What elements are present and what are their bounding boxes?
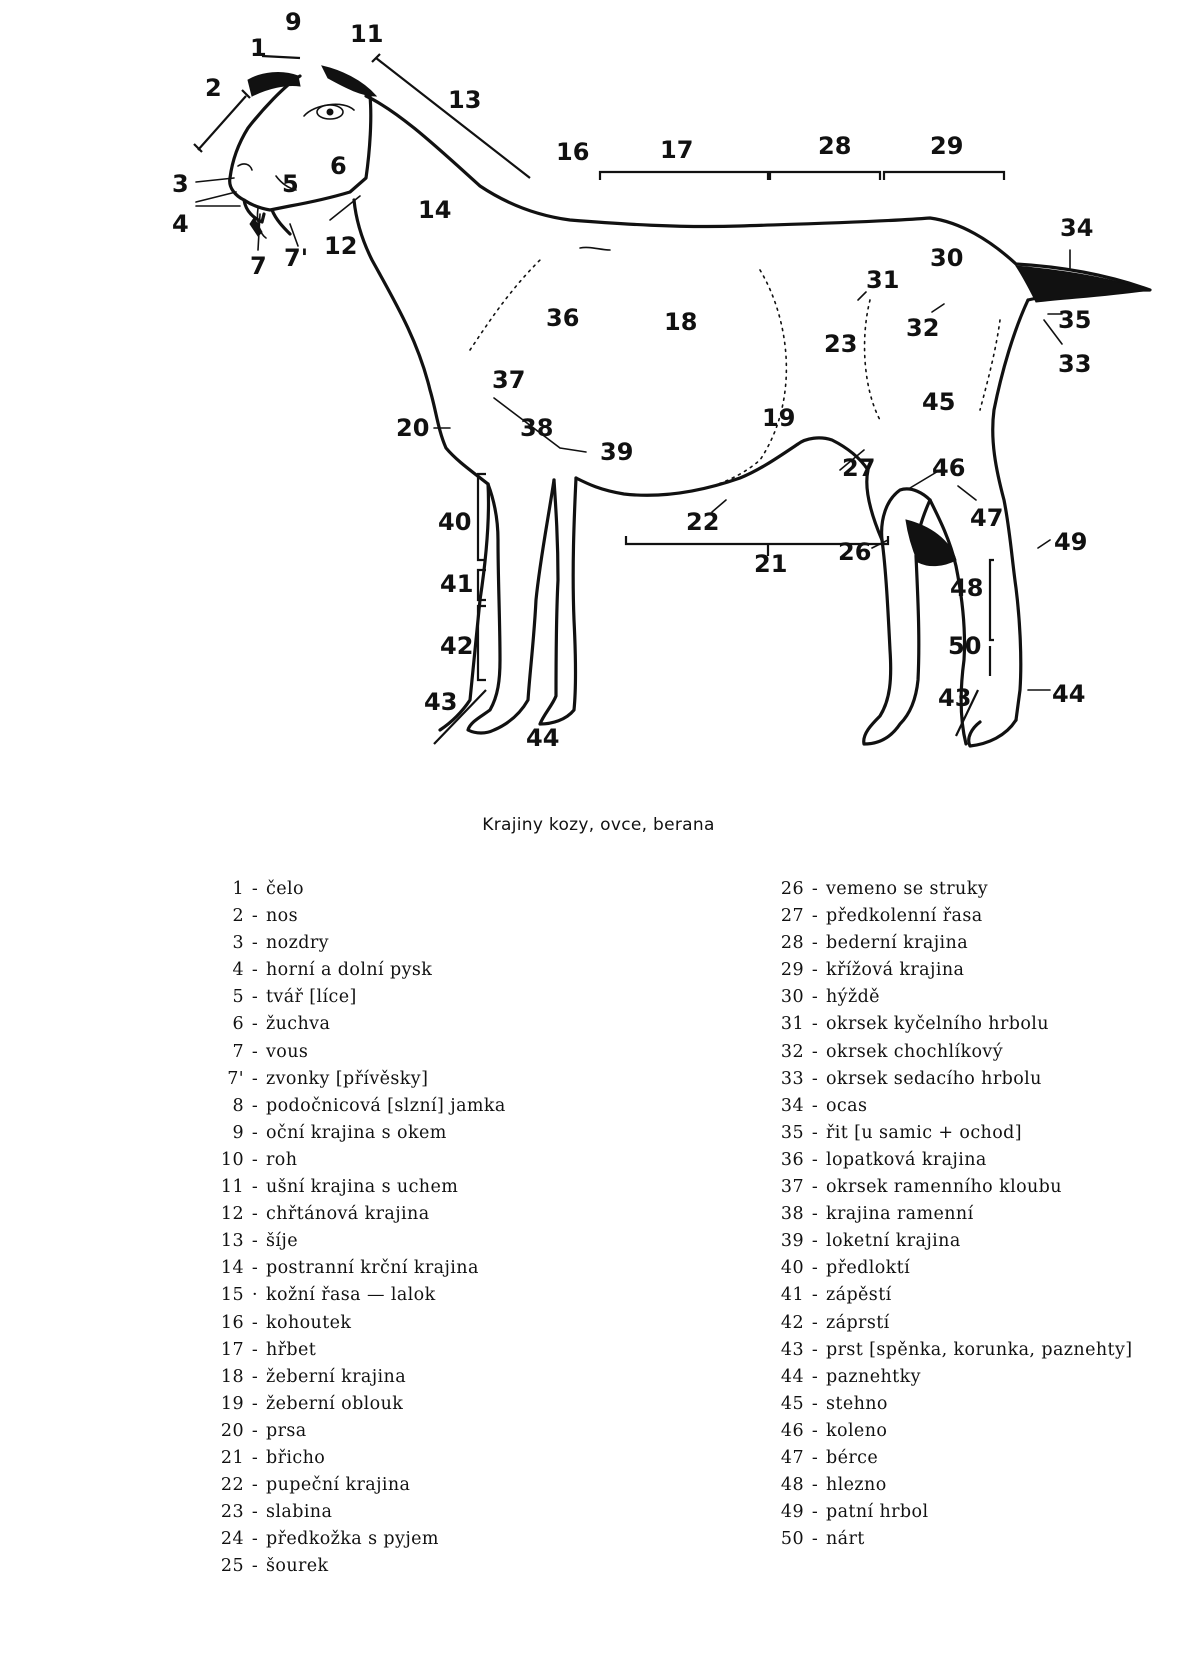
legend-column-left [208, 876, 506, 1580]
figure-label-14: 14 [418, 196, 452, 224]
figure-label-44-front: 44 [526, 724, 560, 752]
legend-item-separator: - [811, 1068, 819, 1089]
legend-item-text: vemeno se struky [826, 879, 989, 899]
legend-item-number: 28 [780, 933, 804, 954]
figure-label-42: 42 [440, 632, 474, 660]
legend-item-text: nárt [826, 1529, 865, 1550]
legend-item-number: 33 [780, 1068, 804, 1089]
figure-label-38: 38 [520, 414, 554, 442]
legend-item-text: zápěstí [826, 1285, 892, 1306]
legend-item [768, 1093, 1132, 1120]
legend-item-separator: - [811, 1041, 819, 1062]
legend-item [768, 1228, 1132, 1255]
legend-item [208, 984, 506, 1011]
legend-item [768, 957, 1132, 984]
legend-item-text: nos [266, 906, 298, 927]
legend-item-number: 20 [220, 1420, 244, 1441]
legend-item [768, 1499, 1132, 1526]
legend-item-text: vous [266, 1041, 309, 1062]
figure-label-22: 22 [686, 508, 720, 536]
legend-item-number: 10 [220, 1149, 244, 1170]
legend-item [768, 1039, 1132, 1066]
figure-label-39: 39 [600, 438, 634, 466]
horn-shape [248, 73, 300, 96]
figure-label-48: 48 [950, 574, 984, 602]
figure-label-4: 4 [172, 210, 189, 238]
legend-item-separator: - [811, 987, 819, 1008]
legend-item [208, 1418, 506, 1445]
legend-item [208, 1174, 506, 1201]
legend-item-separator: - [251, 1475, 259, 1496]
legend-item [208, 1011, 506, 1038]
figure-caption: Krajiny kozy, ovce, berana [482, 815, 715, 835]
legend-item-separator: - [811, 1420, 819, 1441]
legend-item-separator: - [811, 1529, 819, 1550]
figure-label-49: 49 [1054, 528, 1088, 556]
legend-item-separator: - [251, 1393, 259, 1414]
legend-item [208, 1255, 506, 1282]
legend-item [208, 903, 506, 930]
legend-item-text: předkolenní řasa [826, 906, 983, 927]
legend-item [768, 1445, 1132, 1472]
legend-item-number: 17 [220, 1339, 244, 1360]
legend-item-separator: - [251, 1447, 259, 1468]
legend-column-right [768, 876, 1132, 1553]
legend-item [208, 1147, 506, 1174]
legend-item-separator: - [251, 1231, 259, 1252]
legend-item [208, 1066, 506, 1093]
legend-item [768, 1391, 1132, 1418]
legend-item-separator: - [811, 1447, 819, 1468]
legend-item-number: 50 [780, 1529, 804, 1550]
legend-item-text: koleno [826, 1420, 888, 1441]
legend-item-text: předloktí [826, 1258, 911, 1279]
legend-item-number: 3 [232, 933, 244, 954]
legend-item-separator: - [811, 1122, 819, 1143]
figure-label-43-front: 43 [424, 688, 458, 716]
legend-item [768, 1255, 1132, 1282]
legend-item-text: nozdry [266, 933, 329, 954]
legend-item [208, 1553, 506, 1580]
figure-label-9: 9 [285, 8, 302, 36]
legend-item [208, 1391, 506, 1418]
legend-item [768, 1174, 1132, 1201]
legend-item-separator: - [251, 1149, 259, 1170]
figure-label-26: 26 [838, 538, 872, 566]
legend-item-text: oční krajina s okem [266, 1122, 447, 1143]
legend-item-number: 13 [220, 1231, 244, 1252]
legend-item [208, 1445, 506, 1472]
legend-item-separator: - [251, 1095, 259, 1116]
legend-item-number: 23 [220, 1502, 244, 1523]
figure-label-36: 36 [546, 304, 580, 332]
legend-item-text: řit [u samic + ochod] [826, 1122, 1022, 1143]
legend-item-separator: - [251, 960, 259, 981]
legend-item-number: 47 [780, 1447, 804, 1468]
figure-label-43-rear: 43 [938, 684, 972, 712]
legend-item-separator: - [251, 1502, 259, 1523]
legend-item [208, 1310, 506, 1337]
legend-item-number: 2 [232, 906, 244, 927]
legend-item-text: loketní krajina [826, 1231, 961, 1252]
legend-item-text: hlezno [826, 1475, 887, 1496]
legend-item-separator: - [811, 879, 819, 899]
legend-item-text: žeberní oblouk [266, 1393, 404, 1414]
legend-item-text: předkožka s pyjem [266, 1529, 439, 1550]
legend-item-text: ocas [826, 1095, 868, 1116]
legend-item-text: záprstí [826, 1312, 890, 1333]
legend-item-separator: - [251, 1420, 259, 1441]
legend-item-number: 40 [780, 1258, 804, 1279]
legend-item [208, 1337, 506, 1364]
legend-item-number: 39 [780, 1231, 804, 1252]
legend-item-number: 38 [780, 1204, 804, 1225]
legend-item-text: okrsek sedacího hrbolu [826, 1068, 1042, 1089]
legend-item-separator: - [251, 879, 259, 899]
figure-label-1: 1 [250, 34, 267, 62]
legend-item-number: 45 [780, 1393, 804, 1414]
legend-item-text: stehno [826, 1393, 888, 1414]
legend-item-text: podočnicová [slzní] jamka [266, 1095, 506, 1116]
legend-item [208, 957, 506, 984]
legend-item-number: 7' [227, 1068, 244, 1089]
legend-item-text: prsa [266, 1420, 307, 1441]
figure-label-2: 2 [205, 74, 222, 102]
legend-item-text: horní a dolní pysk [266, 960, 433, 981]
legend-item [768, 1201, 1132, 1228]
legend-item-number: 1 [232, 879, 244, 899]
figure-label-11: 11 [350, 20, 384, 48]
legend-item-separator: - [251, 1366, 259, 1387]
legend-item-separator: - [251, 933, 259, 954]
legend-item [768, 1337, 1132, 1364]
legend-item-separator: - [811, 1231, 819, 1252]
legend-item-text: žeberní krajina [266, 1366, 407, 1387]
legend-item-separator: - [811, 1339, 819, 1360]
legend-item-number: 41 [780, 1285, 804, 1306]
legend-item-number: 49 [780, 1502, 804, 1523]
legend-item-text: žuchva [266, 1014, 331, 1035]
legend-item-text: hřbet [266, 1339, 317, 1360]
legend-item-number: 8 [232, 1095, 244, 1116]
figure-label-18: 18 [664, 308, 698, 336]
figure-label-21: 21 [754, 550, 788, 578]
legend-item-number: 26 [780, 879, 804, 899]
figure-label-20: 20 [396, 414, 430, 442]
legend-item-separator: - [811, 1258, 819, 1279]
figure-label-7-prime: 7' [284, 244, 309, 272]
legend-item-text: lopatková krajina [826, 1149, 987, 1170]
figure-label-50: 50 [948, 632, 982, 660]
legend-item [768, 984, 1132, 1011]
legend-item [208, 1499, 506, 1526]
legend-item-number: 46 [780, 1420, 804, 1441]
legend-item-number: 7 [232, 1041, 244, 1062]
figure-label-23: 23 [824, 330, 858, 358]
legend-item-text: křížová krajina [826, 960, 965, 981]
legend-item-separator: · [252, 1285, 258, 1306]
legend-item-number: 31 [780, 1014, 804, 1035]
figure-label-37: 37 [492, 366, 526, 394]
figure-label-40: 40 [438, 508, 472, 536]
legend-item-separator: - [251, 1339, 259, 1360]
legend-item-text: slabina [266, 1502, 333, 1523]
legend-item [768, 903, 1132, 930]
legend-item-separator: - [811, 1366, 819, 1387]
legend-item [768, 876, 1132, 903]
legend-item [208, 1093, 506, 1120]
figure-label-28: 28 [818, 132, 852, 160]
goat-regions-diagram [0, 0, 1197, 790]
legend-item-text: patní hrbol [826, 1502, 929, 1523]
figure-label-33: 33 [1058, 350, 1092, 378]
legend-item-text: paznehtky [826, 1366, 921, 1387]
legend-item-number: 24 [220, 1529, 244, 1550]
legend-item-separator: - [251, 1122, 259, 1143]
legend-item-number: 18 [220, 1366, 244, 1387]
legend-item-number: 43 [780, 1339, 804, 1360]
legend-item [208, 1201, 506, 1228]
legend-item-separator: - [811, 960, 819, 981]
figure-label-41: 41 [440, 570, 474, 598]
legend-item-separator: - [811, 1149, 819, 1170]
legend-item-number: 9 [232, 1122, 244, 1143]
legend-item-separator: - [251, 1068, 259, 1089]
legend-item-number: 37 [780, 1177, 804, 1198]
legend-item-number: 4 [232, 960, 244, 981]
legend-item-number: 14 [220, 1258, 244, 1279]
figure-label-44-rear: 44 [1052, 680, 1086, 708]
legend-item-separator: - [811, 1204, 819, 1225]
figure-label-7: 7 [250, 252, 267, 280]
ear-shape [322, 66, 376, 96]
legend-item-text: okrsek ramenního kloubu [826, 1177, 1062, 1198]
legend-item-number: 22 [220, 1475, 244, 1496]
legend-item-separator: - [251, 1312, 259, 1333]
legend-item-separator: - [251, 1556, 259, 1577]
legend-item-separator: - [811, 1312, 819, 1333]
legend-item-separator: - [811, 906, 819, 927]
legend-item-text: kožní řasa — lalok [266, 1285, 436, 1306]
legend-item-number: 6 [232, 1014, 244, 1035]
legend-item-text: postranní krční krajina [266, 1258, 479, 1279]
legend-item-number: 34 [780, 1095, 804, 1116]
legend-item-number: 11 [220, 1177, 244, 1198]
legend-item-text: okrsek chochlíkový [826, 1041, 1003, 1062]
legend-item [768, 1364, 1132, 1391]
figure-label-3: 3 [172, 170, 189, 198]
legend-item [768, 1282, 1132, 1309]
legend-item [768, 1147, 1132, 1174]
figure-label-5: 5 [282, 170, 299, 198]
legend-item-text: tvář [líce] [266, 987, 357, 1008]
legend-item-separator: - [811, 1014, 819, 1035]
legend-item-separator: - [251, 906, 259, 927]
legend-item-text: pupeční krajina [266, 1475, 411, 1496]
legend-item [768, 1472, 1132, 1499]
figure-label-35: 35 [1058, 306, 1092, 334]
legend-item-separator: - [811, 1502, 819, 1523]
legend-item-separator: - [811, 933, 819, 954]
legend-item-number: 5 [232, 987, 244, 1008]
legend-item-separator: - [811, 1475, 819, 1496]
figure-label-17: 17 [660, 136, 694, 164]
legend-item-text: zvonky [přívěsky] [266, 1068, 429, 1089]
legend-item-number: 16 [220, 1312, 244, 1333]
legend-item-number: 32 [780, 1041, 804, 1062]
legend-item-separator: - [251, 1041, 259, 1062]
legend-item-text: břicho [266, 1447, 326, 1468]
legend-item-number: 12 [220, 1204, 244, 1225]
legend-item-number: 29 [780, 960, 804, 981]
figure-label-12: 12 [324, 232, 358, 260]
legend-item-text: chřtánová krajina [266, 1204, 430, 1225]
legend-item [768, 1066, 1132, 1093]
legend-item-number: 44 [780, 1366, 804, 1387]
goat-illustration [230, 66, 1150, 746]
legend-item-separator: - [251, 1177, 259, 1198]
legend-item-number: 19 [220, 1393, 244, 1414]
legend-item-text: šíje [266, 1231, 298, 1252]
figure-label-16: 16 [556, 138, 590, 166]
legend-item-number: 30 [780, 987, 804, 1008]
legend-item-separator: - [811, 1095, 819, 1116]
legend-item-text: čelo [266, 879, 304, 899]
legend-item-text: okrsek kyčelního hrbolu [826, 1014, 1049, 1035]
legend-item [208, 930, 506, 957]
figure-label-27: 27 [842, 454, 876, 482]
legend-item [768, 1011, 1132, 1038]
legend-item-number: 21 [220, 1447, 244, 1468]
legend-item [208, 1120, 506, 1147]
legend-item-number: 25 [220, 1556, 244, 1577]
figure-label-31: 31 [866, 266, 900, 294]
legend-item-text: krajina ramenní [826, 1204, 974, 1225]
legend-item [208, 1282, 506, 1309]
figure-label-34: 34 [1060, 214, 1094, 242]
legend-item [768, 1418, 1132, 1445]
figure-labels [172, 8, 1093, 752]
legend-item-number: 27 [780, 906, 804, 927]
figure-label-32: 32 [906, 314, 940, 342]
legend-item-text: bérce [826, 1447, 879, 1468]
legend-item-separator: - [811, 1177, 819, 1198]
legend-item-text: bederní krajina [826, 933, 969, 954]
figure-label-29: 29 [930, 132, 964, 160]
legend-item-number: 36 [780, 1149, 804, 1170]
legend-item-text: roh [266, 1149, 298, 1170]
legend-item-number: 42 [780, 1312, 804, 1333]
legend-item-separator: - [251, 987, 259, 1008]
legend-item-number: 35 [780, 1122, 804, 1143]
legend-item [768, 1526, 1132, 1553]
legend-item-separator: - [251, 1258, 259, 1279]
legend-item [768, 1310, 1132, 1337]
legend-item-separator: - [811, 1393, 819, 1414]
legend-item [208, 1364, 506, 1391]
legend-item [768, 930, 1132, 957]
legend-item [208, 876, 506, 903]
figure-label-46: 46 [932, 454, 966, 482]
legend-item [208, 1039, 506, 1066]
legend-item-text: ušní krajina s uchem [266, 1177, 459, 1198]
legend-item-number: 15 [220, 1285, 244, 1306]
legend-item-separator: - [251, 1204, 259, 1225]
legend-item-separator: - [811, 1285, 819, 1306]
figure-label-19: 19 [762, 404, 796, 432]
legend-item-text: kohoutek [266, 1312, 352, 1333]
figure-label-6: 6 [330, 152, 347, 180]
legend-item [208, 1526, 506, 1553]
legend-item-text: šourek [266, 1556, 329, 1577]
legend-item-text: prst [spěnka, korunka, paznehty] [826, 1339, 1133, 1360]
legend-item-separator: - [251, 1529, 259, 1550]
legend-item-number: 48 [780, 1475, 804, 1496]
legend-item [208, 1228, 506, 1255]
legend-item [768, 1120, 1132, 1147]
figure-label-45: 45 [922, 388, 956, 416]
figure-label-13: 13 [448, 86, 482, 114]
figure-label-30: 30 [930, 244, 964, 272]
legend-item-separator: - [251, 1014, 259, 1035]
legend-item [208, 1472, 506, 1499]
figure-label-47: 47 [970, 504, 1004, 532]
legend-item-text: hýždě [826, 987, 880, 1008]
